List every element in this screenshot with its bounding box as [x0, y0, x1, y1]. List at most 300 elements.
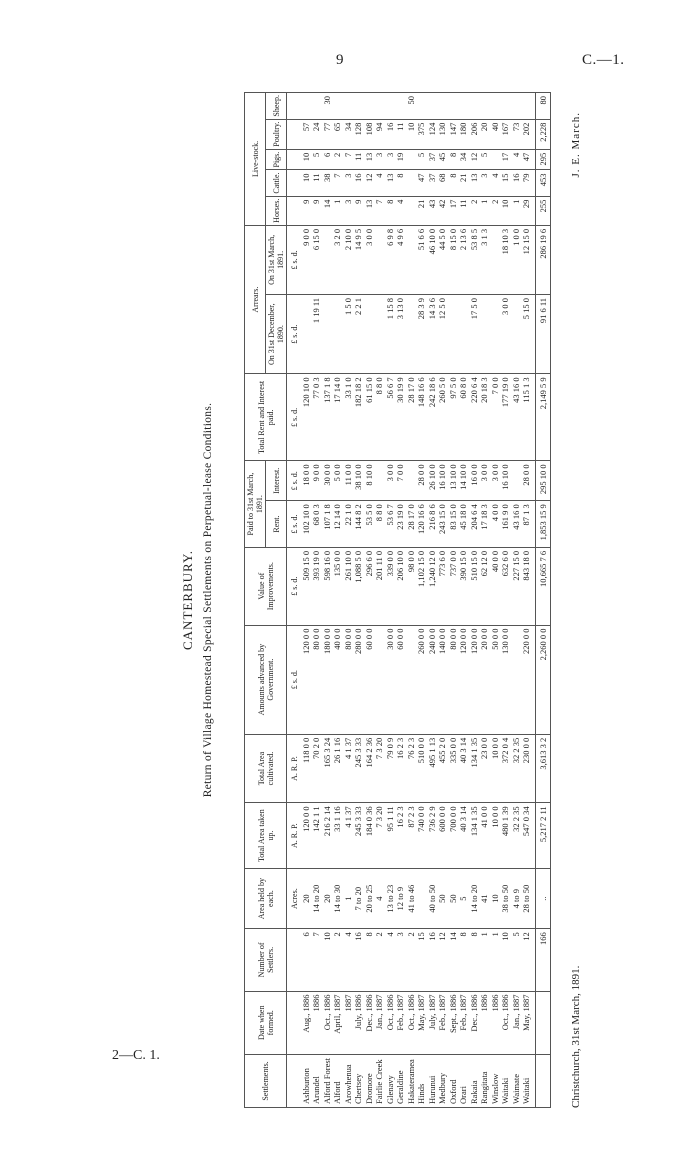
col-area-held: Area held by each.: [245, 868, 287, 928]
table-row: [374, 93, 385, 1108]
cell-adv: 50 0 0: [490, 625, 501, 734]
cell-n: 10: [500, 929, 511, 991]
cell-h: 29: [521, 196, 535, 225]
cell-int: 5 0 0: [332, 461, 343, 501]
cell-total: 41 0 0: [479, 803, 490, 869]
cell-po: 24: [311, 119, 322, 149]
cell-po: 180: [458, 119, 469, 149]
cell-ad: 12 5 0: [437, 294, 448, 373]
cell-ad: [374, 294, 385, 373]
cell-imp: 98 0 0: [406, 547, 417, 625]
cell-adv: 180 0 0: [322, 625, 333, 734]
cell-total: 40 3 14: [458, 803, 469, 869]
cell-po: 16: [385, 119, 396, 149]
table-row: [437, 93, 448, 1108]
cell-rent: 53 6 7: [385, 501, 396, 548]
cell-c: 8: [448, 170, 459, 196]
cell-imp: 390 15 0: [458, 547, 469, 625]
cell-h: 1: [479, 196, 490, 225]
cell-po: 206: [469, 119, 480, 149]
cell-sh: [490, 93, 501, 120]
table-row: [458, 93, 469, 1108]
cell-name: Ashburton: [301, 1054, 312, 1107]
cell-date: Oct., 1886: [406, 991, 417, 1054]
cell-sh: 30: [322, 93, 333, 120]
table-title: Return of Village Homestead Special Settlements on Perpetual-lease Conditions.: [202, 402, 214, 798]
cell-total: 700 0 0: [448, 803, 459, 869]
cell-p: 13: [364, 149, 375, 170]
unit-lsd: £ s. d.: [287, 461, 301, 501]
cell-cult: 76 2 3: [406, 734, 417, 803]
cell-h: 21: [416, 196, 427, 225]
cell-p: 47: [521, 149, 535, 170]
cell-held: 20: [301, 868, 312, 928]
cell-cult: 510 0 0: [416, 734, 427, 803]
cell-sh: [364, 93, 375, 120]
cell-adv: 260 0 0: [416, 625, 427, 734]
cell-int: 9 0 0: [311, 461, 322, 501]
cell-c: 21: [458, 170, 469, 196]
cell-h: 2: [469, 196, 480, 225]
cell-am: 1 0 0: [511, 225, 522, 294]
cell-held: 12 to 9: [395, 868, 406, 928]
cell-am: 3 0 0: [364, 225, 375, 294]
cell-tot: 30 19 9: [395, 374, 406, 461]
cell-am: 6 15 0: [311, 225, 322, 294]
total-held: ..: [535, 868, 551, 928]
cell-name: Hurunui: [427, 1054, 438, 1107]
cell-sh: 50: [406, 93, 417, 120]
cell-sh: [458, 93, 469, 120]
col-total-rent: Total Rent and Interest paid.: [245, 374, 287, 461]
col-rent: Rent.: [266, 501, 287, 548]
cell-name: Alford: [332, 1054, 343, 1107]
cell-date: Feb., 1887: [437, 991, 448, 1054]
cell-adv: 130 0 0: [500, 625, 511, 734]
cell-am: 14 9 5: [353, 225, 364, 294]
cell-p: 34: [458, 149, 469, 170]
cell-c: 13: [385, 170, 396, 196]
cell-am: 18 10 3: [500, 225, 511, 294]
cell-adv: 80 0 0: [448, 625, 459, 734]
cell-h: 3: [343, 196, 354, 225]
cell-n: 12: [521, 929, 535, 991]
cell-ad: 3 13 0: [395, 294, 406, 373]
cell-held: 13 to 23: [385, 868, 396, 928]
col-poultry: Poultry.: [266, 119, 287, 149]
cell-n: 2: [332, 929, 343, 991]
cell-date: 1886: [311, 991, 322, 1054]
table-row: [385, 93, 396, 1108]
cell-date: July, 1887: [427, 991, 438, 1054]
table-row: [479, 93, 490, 1108]
cell-rent: 216 8 6: [427, 501, 438, 548]
unit-lsd: £ s. d.: [287, 547, 301, 625]
cell-int: [374, 461, 385, 501]
cell-am: [374, 225, 385, 294]
cell-name: Waimate: [511, 1054, 522, 1107]
cell-adv: [406, 625, 417, 734]
cell-int: 30 0 0: [322, 461, 333, 501]
cell-ad: [490, 294, 501, 373]
cell-sh: [332, 93, 343, 120]
cell-rent: 120 16 6: [416, 501, 427, 548]
cell-held: 50: [448, 868, 459, 928]
cell-c: 47: [416, 170, 427, 196]
cell-int: 28 0 0: [521, 461, 535, 501]
cell-am: 6 9 8: [385, 225, 396, 294]
cell-held: 28 to 50: [521, 868, 535, 928]
cell-int: 3 0 0: [479, 461, 490, 501]
total-sheep: 80: [535, 93, 551, 120]
cell-n: 2: [374, 929, 385, 991]
cell-p: 7: [343, 149, 354, 170]
units-row: [287, 93, 301, 1108]
cell-adv: 80 0 0: [343, 625, 354, 734]
table-row: [406, 93, 417, 1108]
cell-c: 68: [437, 170, 448, 196]
cell-total: 184 0 36: [364, 803, 375, 869]
cell-ad: 17 5 0: [469, 294, 480, 373]
cell-total: 87 2 3: [406, 803, 417, 869]
total-interest: 295 10 0: [535, 461, 551, 501]
cell-c: 16: [511, 170, 522, 196]
cell-total: 33 1 16: [332, 803, 343, 869]
cell-n: 5: [511, 929, 522, 991]
cell-c: 37: [427, 170, 438, 196]
cell-date: 1887: [343, 991, 354, 1054]
cell-imp: 40 0 0: [490, 547, 501, 625]
cell-cult: 23 0 0: [479, 734, 490, 803]
cell-adv: 60 0 0: [364, 625, 375, 734]
cell-h: [406, 196, 417, 225]
cell-name: Medbury: [437, 1054, 448, 1107]
cell-adv: 60 0 0: [395, 625, 406, 734]
cell-name: Glenavy: [385, 1054, 396, 1107]
cell-date: Sept., 1886: [448, 991, 459, 1054]
cell-total: 120 0 0: [301, 803, 312, 869]
table-row: [469, 93, 480, 1108]
cell-rent: 107 1 8: [322, 501, 333, 548]
unit-lsd: £ s. d.: [287, 294, 301, 373]
cell-imp: 62 12 0: [479, 547, 490, 625]
cell-tot: 242 18 6: [427, 374, 438, 461]
cell-c: 3: [479, 170, 490, 196]
cell-am: 53 8 5: [469, 225, 480, 294]
cell-c: 3: [343, 170, 354, 196]
cell-po: 11: [395, 119, 406, 149]
cell-h: 10: [500, 196, 511, 225]
cell-date: Oct., 1886: [500, 991, 511, 1054]
col-group-livestock: Live-stock.: [245, 93, 266, 226]
total-arrears-mar: 286 19 6: [535, 225, 551, 294]
cell-h: 2: [490, 196, 501, 225]
cell-c: 12: [364, 170, 375, 196]
cell-sh: [343, 93, 354, 120]
cell-c: 13: [469, 170, 480, 196]
cell-n: 8: [458, 929, 469, 991]
cell-p: 45: [437, 149, 448, 170]
cell-held: 10: [490, 868, 501, 928]
cell-n: 16: [353, 929, 364, 991]
cell-p: 4: [511, 149, 522, 170]
cell-c: 79: [521, 170, 535, 196]
total-cultivated: 3,613 3 2: [535, 734, 551, 803]
cell-date: July, 1886: [353, 991, 364, 1054]
cell-tot: 120 10 0: [301, 374, 312, 461]
cell-h: 9: [311, 196, 322, 225]
cell-n: 12: [437, 929, 448, 991]
cell-c: 8: [395, 170, 406, 196]
document-code: C.—1.: [582, 52, 625, 68]
cell-p: 12: [469, 149, 480, 170]
table-row: [448, 93, 459, 1108]
table-row: [395, 93, 406, 1108]
cell-cult: 16 2 3: [395, 734, 406, 803]
cell-tot: 7 0 0: [490, 374, 501, 461]
cell-total: 740 0 0: [416, 803, 427, 869]
cell-imp: 773 6 0: [437, 547, 448, 625]
unit-lsd: £ s. d.: [287, 225, 301, 294]
col-group-paid: Paid to 31st March, 1891.: [245, 461, 266, 547]
cell-ad: 1 15 8: [385, 294, 396, 373]
cell-p: 10: [301, 149, 312, 170]
table-row: [511, 93, 522, 1108]
col-date: Date when formed.: [245, 991, 287, 1054]
cell-held: 50: [437, 868, 448, 928]
cell-int: 7 0 0: [395, 461, 406, 501]
cell-rent: 23 19 0: [395, 501, 406, 548]
total-pigs: 295: [535, 149, 551, 170]
cell-rent: 53 5 0: [364, 501, 375, 548]
cell-p: 37: [427, 149, 438, 170]
cell-rent: 4 0 0: [490, 501, 501, 548]
cell-rent: 17 18 3: [479, 501, 490, 548]
total-rent: 1,853 15 9: [535, 501, 551, 548]
cell-cult: 164 2 36: [364, 734, 375, 803]
cell-imp: 510 15 0: [469, 547, 480, 625]
cell-int: 13 10 0: [448, 461, 459, 501]
cell-c: 38: [322, 170, 333, 196]
cell-date: Feb., 1887: [395, 991, 406, 1054]
cell-c: 15: [500, 170, 511, 196]
col-horses: Horses.: [266, 196, 287, 225]
cell-imp: 135 0 0: [332, 547, 343, 625]
cell-c: 4: [374, 170, 385, 196]
cell-int: [511, 461, 522, 501]
cell-total: 95 1 11: [385, 803, 396, 869]
cell-adv: 120 0 0: [458, 625, 469, 734]
cell-cult: 245 3 33: [353, 734, 364, 803]
cell-n: 4: [385, 929, 396, 991]
cell-cult: 134 1 35: [469, 734, 480, 803]
cell-sh: [353, 93, 364, 120]
unit-lsd: £ s. d.: [287, 501, 301, 548]
col-arrears-dec: On 31st December, 1890.: [266, 294, 287, 373]
cell-n: 14: [448, 929, 459, 991]
cell-int: 16 10 0: [500, 461, 511, 501]
cell-imp: 1,102 15 0: [416, 547, 427, 625]
cell-po: 108: [364, 119, 375, 149]
cell-total: 134 1 35: [469, 803, 480, 869]
cell-am: 2 10 0: [343, 225, 354, 294]
cell-int: 18 0 0: [301, 461, 312, 501]
cell-imp: 339 0 0: [385, 547, 396, 625]
cell-am: [490, 225, 501, 294]
cell-total: 245 3 33: [353, 803, 364, 869]
cell-held: 40 to 50: [427, 868, 438, 928]
cell-ad: [448, 294, 459, 373]
cell-am: 46 10 0: [427, 225, 438, 294]
cell-int: 28 0 0: [416, 461, 427, 501]
cell-c: 10: [301, 170, 312, 196]
cell-imp: 1,088 5 0: [353, 547, 364, 625]
cell-name: Waitaki: [521, 1054, 535, 1107]
cell-name: Dromore: [364, 1054, 375, 1107]
cell-name: Chertsey: [353, 1054, 364, 1107]
cell-total: 736 2 9: [427, 803, 438, 869]
cell-name: Geraldine: [395, 1054, 406, 1107]
cell-sh: [311, 93, 322, 120]
cell-imp: 296 6 0: [364, 547, 375, 625]
cell-rent: 43 16 0: [511, 501, 522, 548]
col-sheep: Sheep.: [266, 93, 287, 120]
cell-am: 3 1 3: [479, 225, 490, 294]
cell-tot: 17 14 0: [332, 374, 343, 461]
unit-arp: A. R. P.: [287, 734, 301, 803]
table-row: [332, 93, 343, 1108]
table-row: [364, 93, 375, 1108]
cell-tot: 33 1 0: [343, 374, 354, 461]
cell-held: 4 to 9: [511, 868, 522, 928]
cell-am: 4 9 6: [395, 225, 406, 294]
cell-cult: 230 0 0: [521, 734, 535, 803]
table-row: [353, 93, 364, 1108]
cell-h: 1: [511, 196, 522, 225]
cell-adv: 120 0 0: [469, 625, 480, 734]
cell-date: May, 1887: [416, 991, 427, 1054]
cell-adv: 40 0 0: [332, 625, 343, 734]
cell-sh: [479, 93, 490, 120]
rotated-table-block: [180, 92, 674, 1108]
cell-h: 43: [427, 196, 438, 225]
cell-imp: 598 16 0: [322, 547, 333, 625]
cell-ad: [479, 294, 490, 373]
cell-rent: 161 9 0: [500, 501, 511, 548]
cell-po: 128: [353, 119, 364, 149]
cell-name: Hakateramea: [406, 1054, 417, 1107]
cell-po: 40: [490, 119, 501, 149]
cell-imp: 1,240 12 0: [427, 547, 438, 625]
cell-ad: [458, 294, 469, 373]
cell-n: 8: [364, 929, 375, 991]
cell-p: [406, 149, 417, 170]
total-horses: 255: [535, 196, 551, 225]
cell-tot: 56 6 7: [385, 374, 396, 461]
cell-imp: 201 11 0: [374, 547, 385, 625]
signatory: J. E. March.: [570, 112, 582, 178]
cell-cult: 70 2 0: [311, 734, 322, 803]
cell-total: 600 0 0: [437, 803, 448, 869]
cell-c: 16: [353, 170, 364, 196]
cell-h: 42: [437, 196, 448, 225]
cell-tot: 115 1 3: [521, 374, 535, 461]
cell-rent: 83 15 0: [448, 501, 459, 548]
cell-po: 94: [374, 119, 385, 149]
cell-po: 73: [511, 119, 522, 149]
cell-date: Oct., 1886: [322, 991, 333, 1054]
cell-name: Hinds: [416, 1054, 427, 1107]
cell-held: 14 to 20: [311, 868, 322, 928]
cell-n: 7: [311, 929, 322, 991]
cell-name: Oxford: [448, 1054, 459, 1107]
cell-rent: 8 8 0: [374, 501, 385, 548]
cell-tot: 148 16 6: [416, 374, 427, 461]
cell-h: 7: [374, 196, 385, 225]
cell-int: [406, 461, 417, 501]
cell-h: 11: [458, 196, 469, 225]
cell-cult: 7 3 20: [374, 734, 385, 803]
cell-cult: 4 1 37: [343, 734, 354, 803]
col-total-area: Total Area taken up.: [245, 803, 287, 869]
cell-p: 3: [374, 149, 385, 170]
cell-name: Rakaia: [469, 1054, 480, 1107]
cell-h: 8: [385, 196, 396, 225]
cell-cult: 455 2 0: [437, 734, 448, 803]
cell-po: 34: [343, 119, 354, 149]
cell-date: 1886: [490, 991, 501, 1054]
cell-ad: 14 3 6: [427, 294, 438, 373]
total-advanced: 2,260 0 0: [535, 625, 551, 734]
cell-tot: 8 8 0: [374, 374, 385, 461]
cell-p: 17: [500, 149, 511, 170]
cell-am: 51 6 6: [416, 225, 427, 294]
cell-int: 16 0 0: [469, 461, 480, 501]
cell-po: 202: [521, 119, 535, 149]
cell-int: 14 10 0: [458, 461, 469, 501]
cell-sh: [416, 93, 427, 120]
cell-date: Aug., 1886: [301, 991, 312, 1054]
cell-tot: 60 8 0: [458, 374, 469, 461]
cell-tot: 220 6 4: [469, 374, 480, 461]
cell-ad: 5 15 0: [521, 294, 535, 373]
cell-am: 8 15 0: [448, 225, 459, 294]
cell-cult: 372 0 4: [500, 734, 511, 803]
cell-date: April, 1887: [332, 991, 343, 1054]
cell-h: 14: [322, 196, 333, 225]
cell-sh: [385, 93, 396, 120]
cell-held: 14 to 30: [332, 868, 343, 928]
cell-rent: 243 15 0: [437, 501, 448, 548]
cell-ad: 3 0 0: [500, 294, 511, 373]
cell-imp: 393 19 0: [311, 547, 322, 625]
cell-c: [406, 170, 417, 196]
cell-cult: 495 1 13: [427, 734, 438, 803]
cell-cult: 79 0 9: [385, 734, 396, 803]
cell-n: 4: [343, 929, 354, 991]
cell-name: Rangitata: [479, 1054, 490, 1107]
footer-code: 2—C. 1.: [112, 1048, 160, 1063]
cell-rent: 28 17 0: [406, 501, 417, 548]
cell-total: 16 2 3: [395, 803, 406, 869]
cell-adv: 220 0 0: [521, 625, 535, 734]
cell-tot: 260 5 0: [437, 374, 448, 461]
col-group-arrears: Arrears.: [245, 225, 266, 374]
cell-cult: 32 2 35: [511, 734, 522, 803]
cell-po: 147: [448, 119, 459, 149]
table-row: [427, 93, 438, 1108]
cell-cult: 118 0 0: [301, 734, 312, 803]
